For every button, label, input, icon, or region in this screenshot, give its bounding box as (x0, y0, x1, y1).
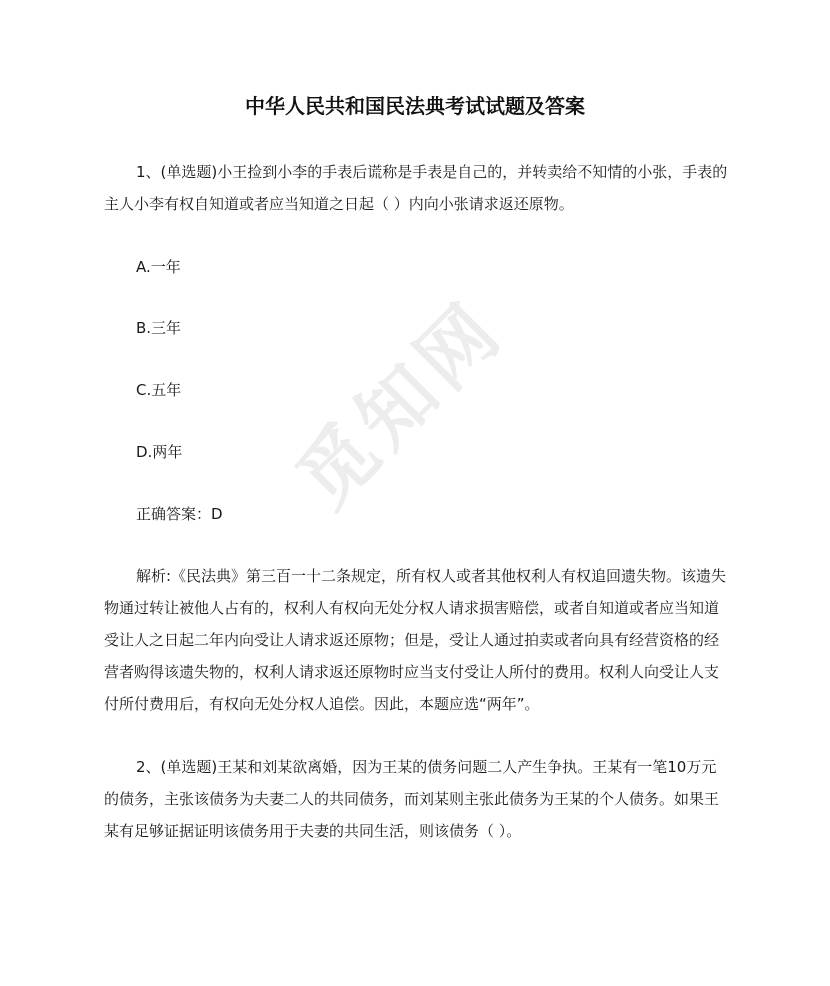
question-1-option-d: D.两年 (136, 443, 183, 461)
page-title: 中华人民共和国民法典考试试题及答案 (245, 94, 585, 118)
watermark: 觅知网 (279, 283, 521, 525)
question-1-option-b: B.三年 (136, 319, 182, 337)
question-1-option-c: C.五年 (136, 381, 182, 399)
question-1-answer: 正确答案：D (136, 505, 223, 523)
question-1-analysis: 解析:《民法典》第三百一十二条规定，所有权人或者其他权利人有权追回遗失物。该遗失物通过转让被他人占有的，权利人有权向无处分权人请求损害赔偿，或者自知道或者应当知道受让人之日起二年内向受让人请求返还原物；但是，受让人通过拍卖或者向具有经营资格的经营者购得该遗失物的，权利人请求返还原物时应当支付受让人所付的费用。权利人向受让人支付所付费用后，有权向无处分权人追偿。因此，本题应选“两年”。 (104, 567, 727, 713)
question-1-option-a: A.一年 (136, 258, 181, 276)
question-2-stem: 2、(单选题)王某和刘某欲离婚，因为王某的债务问题二人产生争执。王某有一笔10万元的债务，主张该债务为夫妻二人的共同债务，而刘某则主张此债务为王某的个人债务。如果王某有足够证据证明该债务用于夫妻的共同生活，则该债务（ ）。 (104, 758, 720, 840)
question-1-stem: 1、(单选题)小王捡到小李的手表后谎称是手表是自己的，并转卖给不知情的小张，手表的主人小李有权自知道或者应当知道之日起（ ）内向小张请求返还原物。 (104, 163, 728, 213)
